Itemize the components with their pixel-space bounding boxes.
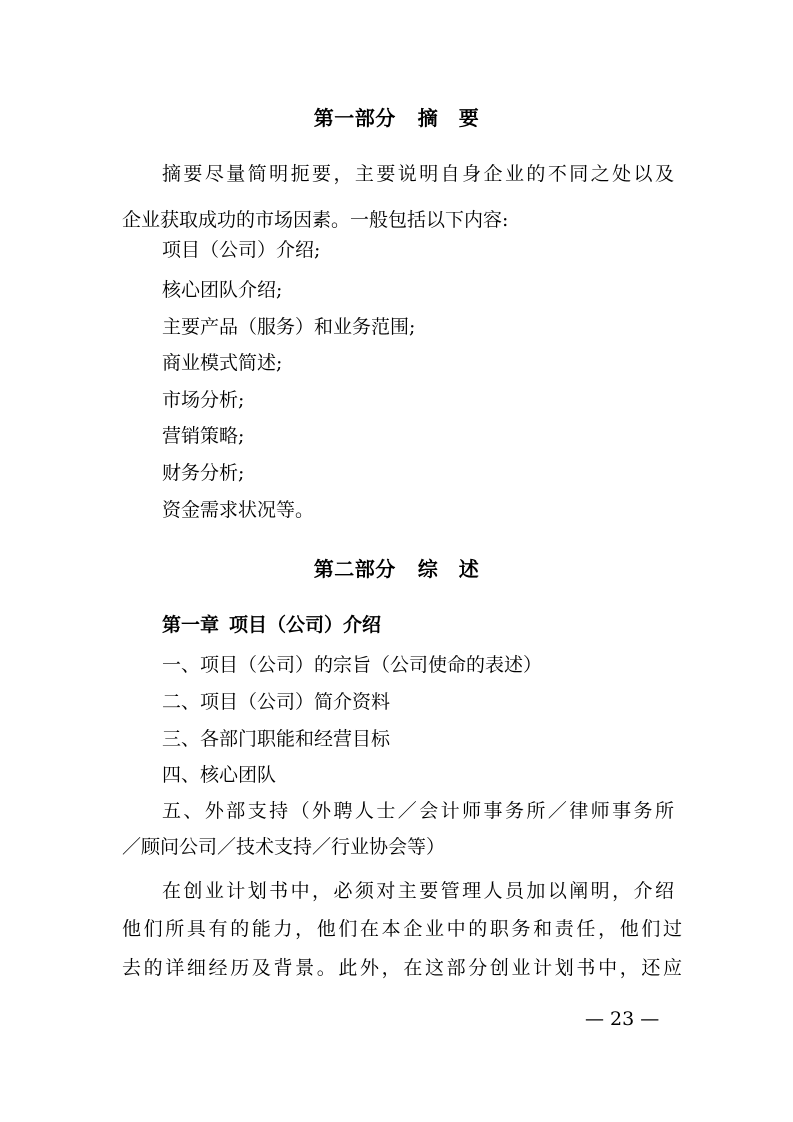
chapter1-label: 第一章: [162, 614, 220, 636]
summary-line-1: 摘要尽量简明扼要，主要说明自身企业的不同之处以及: [162, 163, 674, 185]
part2-label: 第二部分: [313, 557, 396, 581]
summary-item: 营销策略;: [162, 425, 245, 447]
chapter1-heading: [162, 613, 793, 637]
summary-item: 资金需求状况等。: [162, 499, 315, 521]
summary-line-2: 企业获取成功的市场因素。一般包括以下内容:: [122, 209, 509, 231]
part1-heading: [0, 106, 793, 130]
summary-item: 核心团队介绍;: [162, 279, 283, 301]
section-item: 三、各部门职能和经营目标: [162, 728, 391, 750]
paragraph-line-2: 他们所具有的能力，他们在本企业中的职务和责任，他们过: [122, 918, 682, 940]
section-item: 一、项目（公司）的宗旨（公司使命的表述）: [162, 654, 543, 676]
summary-item: 财务分析;: [162, 462, 245, 484]
summary-item: 主要产品（服务）和业务范围;: [162, 316, 416, 338]
section-5-line-2: ／顾问公司／技术支持／行业协会等）: [122, 836, 446, 858]
page-number: — 23 —: [585, 1008, 660, 1030]
part2-heading: [0, 557, 793, 581]
part1-title: 摘 要: [417, 106, 480, 130]
summary-item: 市场分析;: [162, 389, 245, 411]
section-item: 四、核心团队: [162, 764, 277, 786]
part2-title: 综 述: [417, 557, 480, 581]
summary-item: 项目（公司）介绍;: [162, 239, 321, 261]
part1-label: 第一部分: [313, 106, 396, 130]
section-item: 二、项目（公司）简介资料: [162, 691, 391, 713]
chapter1-title: 项目（公司）介绍: [229, 614, 382, 636]
paragraph-line-1: 在创业计划书中，必须对主要管理人员加以阐明，介绍: [162, 880, 674, 902]
section-5-line-1: 五、外部支持（外聘人士／会计师事务所／律师事务所: [162, 800, 674, 822]
summary-item: 商业模式简述;: [162, 352, 283, 374]
paragraph-line-3: 去的详细经历及背景。此外，在这部分创业计划书中，还应: [122, 957, 682, 979]
